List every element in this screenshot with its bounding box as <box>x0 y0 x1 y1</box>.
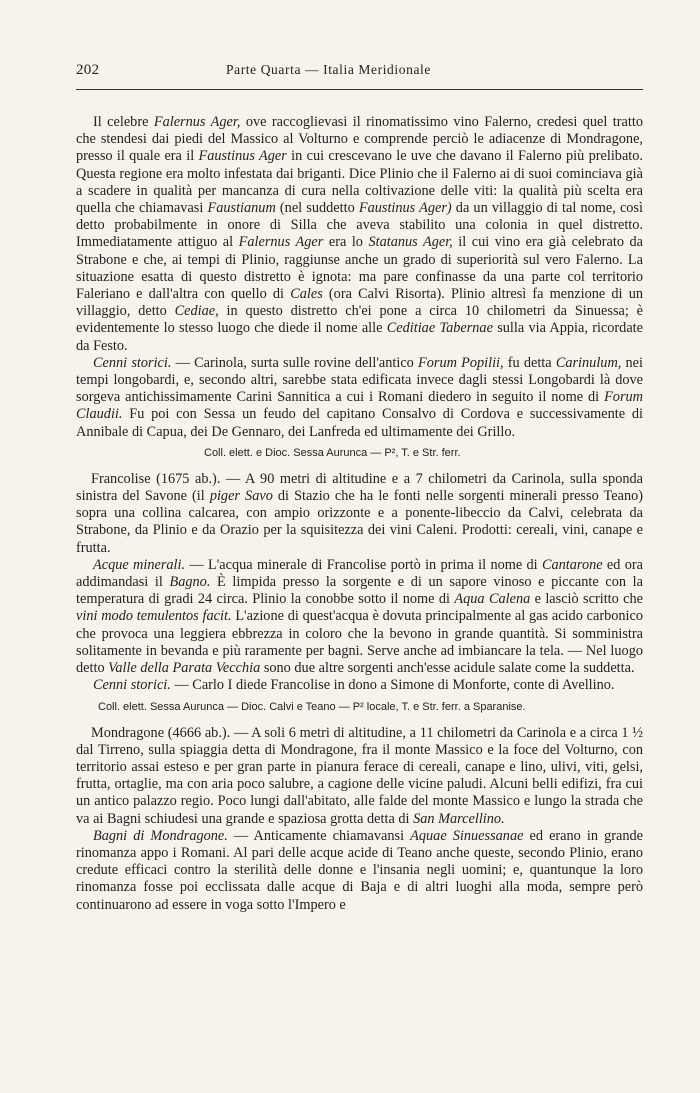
header-rule <box>76 89 643 90</box>
carinola-admin-info: Coll. elett. e Dioc. Sessa Aurunca — P², T. e Str. ferr. <box>204 446 461 459</box>
paragraph-falernus-ager: Il celebre Falernus Ager, ove raccoglievasi il rinomatissimo vino Falerno, credesi quel tratto che stendesi dai piedi del Massico al Volturno e comprende perciò le adiacenze di Mondragone, presso il quale era il Faustinus Ager in cui crescevano le uve che davano il Falerno più prelibato. Questa regione era molto infestata dai briganti. Dice Plinio che il Falerno ai di suoi cominciava già a scadere in qualità per mancanza di cura nella coltivazione delle viti: la qualità più scelta era quella che chiamavasi Faustianum (nel suddetto Faustinus Ager) da un villaggio di tal nome, così detto probabilmente in onore di Silla che aveva stabilito una colonia in quel distretto. Immediatamente attiguo al Falernus Ager era lo Statanus Ager, il cui vino era già celebrato da Strabone e che, ai tempi di Plinio, raggiunse anche un grado di superiorità sul vero Falerno. La situazione esatta di questo distretto è ignota: ma pare confinasse da una parte col territorio Faleriano e dall'altra con quello di Cales (ora Calvi Risorta). Plinio altresì fa menzione di un villaggio, detto Cediae, in questo distretto ch'ei pone a circa 10 chilometri da Sinuessa; è evidentemente lo stesso luogo che diede il nome alle Ceditiae Tabernae sulla via Appia, ricordate da Festo. <box>76 114 643 354</box>
paragraph-mondragone: Mondragone (4666 ab.). — A soli 6 metri di altitudine, a 11 chilometri da Carinola e a circa 1 ½ dal Tirreno, sulla spiaggia detta di Mondragone, fra il monte Massico e la foce del Volturno, con territorio assai esteso e per gran parte in pianura ferace di cereali, canape e lino, ulivi, viti, gelsi, frutta, ortaglie, ma con aria poco salubre, a cagione delle vicine paludi. Alcuni belli edifizi, fra cui un antico palazzo regio. Poco lungi dall'abitato, alle falde del monte Massico e lungo la strada che va ai Bagni schiudesi una grande e spaziosa grotta detta di San Marcellino. <box>76 724 643 827</box>
running-title: Parte Quarta — Italia Meridionale <box>226 62 431 77</box>
francolise-admin-info: Coll. elett. Sessa Aurunca — Dioc. Calvi e Teano — P² locale, T. e Str. ferr. a Sparanise. <box>98 700 526 713</box>
paragraph-mondragone-baths: Bagni di Mondragone. — Anticamente chiamavansi Aquae Sinuessanae ed erano in grande rinomanza appo i Romani. Al pari delle acque acide di Teano anche queste, secondo Plinio, erano credute efficaci contro la sterilità delle donne e l'insania negli uomini; e, quantunque la loro rinomanza fosse poi ecclissata dalle acque di Baja e di altri luoghi alla moda, sempre però continuarono ad essere in voga sotto l'Impero e <box>76 827 643 913</box>
page-number: 202 <box>76 62 100 78</box>
paragraph-francolise-history: Cenni storici. — Carlo I diede Francolise in dono a Simone di Monforte, conte di Avellino. <box>93 677 615 694</box>
body-text <box>76 114 643 914</box>
page-header <box>76 62 643 84</box>
paragraph-francolise-waters: Acque minerali. — L'acqua minerale di Francolise portò in prima il nome di Cantarone ed ora addimandasi il Bagno. È limpida presso la sorgente e di un sapore vinoso e piccante con la temperatura di gradi 24 circa. Plinio la conobbe sotto il nome di Aqua Calena e lasciò scritto che vini modo temulentos facit. L'azione di quest'acqua è dovuta principalmente al gas acido carbonico che provoca una leggiera ebbrezza in coloro che la bevono in grande quantità. Si somministra solitamente in bevanda e più raramente per bagni. Serve anche ad imbiancare la tela. — Nel luogo detto Valle della Parata Vecchia sono due altre sorgenti anch'esse acidule salate come la suddetta. <box>76 556 644 677</box>
paragraph-francolise: Francolise (1675 ab.). — A 90 metri di altitudine e a 7 chilometri da Carinola, sulla sponda sinistra del Savone (il piger Savo di Stazio che ha le fonti nelle sorgenti minerali presso Teano) sopra una collina calcarea, con ampio orizzonte e a ponente-libeccio da Calvi, celebrata da Strabone, da Plinio e da Orazio per la squisitezza dei vini Caleni. Prodotti: cereali, vini, canape e frutta. <box>76 470 643 556</box>
paragraph-carinola-history: Cenni storici. — Carinola, surta sulle rovine dell'antico Forum Popilii, fu detta Carinulum, nei tempi longobardi, e, secondo altri, sarebbe stata edificata invece dagli stessi Longobardi là dove sorgeva antichissimamente Carini Sannitica a cui i Romani diedero in seguito il nome di Forum Claudii. Fu poi con Sessa un feudo del capitano Consalvo di Cordova e successivamente di Annibale di Capua, dei De Gennaro, dei Lanfreda ed ultimamente dei Grillo. <box>76 354 643 440</box>
